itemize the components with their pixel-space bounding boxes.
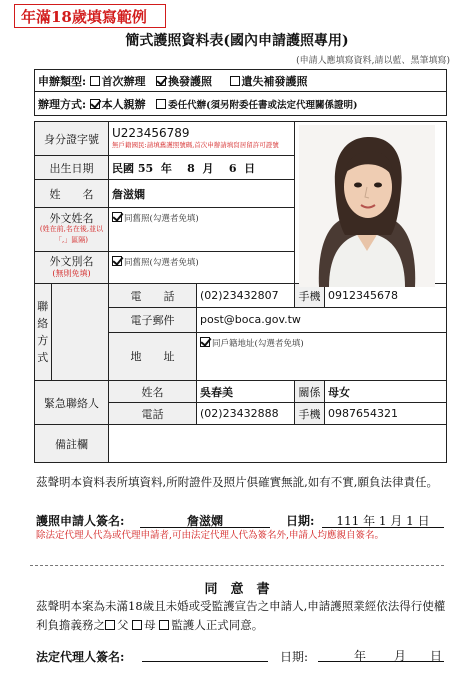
emergency-name-value[interactable]: 吳春美 <box>197 381 295 403</box>
checkbox-icon[interactable] <box>230 76 240 86</box>
mobile-label: 手機 <box>295 284 325 308</box>
example-badge: 年滿18歲填寫範例 <box>14 4 166 28</box>
emergency-phone-label: 電話 <box>109 403 197 425</box>
address-label: 地 址 <box>109 332 197 381</box>
guardian-date-label: 日期: <box>280 650 309 664</box>
applicant-photo <box>299 125 435 287</box>
remarks-label: 備註欄 <box>35 425 109 463</box>
name-label: 姓 名 <box>35 180 109 208</box>
section-divider <box>30 565 444 566</box>
apply-type-row <box>35 70 447 92</box>
checkbox-icon[interactable] <box>90 76 100 86</box>
apply-method-proxy[interactable]: 委任代辦(須另附委任書或法定代理關係證明) <box>156 98 358 111</box>
foreign-name-note: (姓在前,名在後,並以「,」區隔) <box>39 225 104 244</box>
apply-type-lost[interactable]: 遺失補發護照 <box>230 75 308 88</box>
emergency-mobile-label: 手機 <box>295 403 325 425</box>
emergency-phone-value[interactable]: (02)23432888 <box>197 403 295 425</box>
emergency-mobile-value[interactable]: 0987654321 <box>325 403 447 425</box>
contact-group-label: 聯絡方式 <box>35 284 51 380</box>
birth-month-unit: 月 <box>202 161 214 175</box>
emergency-row-1 <box>35 381 447 403</box>
remarks-row <box>35 425 447 463</box>
id-value: U223456789 <box>112 125 190 140</box>
application-form-table <box>34 69 447 463</box>
checkbox-checked-icon[interactable] <box>200 337 210 347</box>
apply-method-self[interactable]: 本人親辦 <box>90 98 146 111</box>
birth-day-unit: 日 <box>244 161 256 175</box>
address-checkbox-field[interactable]: 同戶籍地址(勾選者免填) <box>197 332 447 381</box>
applicant-signature-field[interactable]: 詹滋嫻 <box>140 512 270 528</box>
phone-value[interactable]: (02)23432807 <box>197 284 295 308</box>
apply-type-renew[interactable]: 換發護照 <box>156 75 212 88</box>
checkbox-mother-icon[interactable] <box>132 620 142 630</box>
guardian-signature-label: 法定代理人簽名: <box>36 650 125 664</box>
foreign-name-checkbox-field[interactable]: 同舊照(勾選者免填) <box>109 208 295 252</box>
birth-month[interactable]: 8 <box>187 161 195 175</box>
checkbox-father-icon[interactable] <box>105 620 115 630</box>
birth-day[interactable]: 6 <box>228 161 237 175</box>
mobile-value[interactable]: 0912345678 <box>325 284 447 308</box>
apply-method-row <box>35 92 447 116</box>
alias-note: (無則免填) <box>52 268 91 278</box>
consent-text: 茲聲明本案為未滿18歲且未婚或受監護宣告之申請人,申請護照業經依法得行使權利負擔義務之 父 母 監護人正式同意。 <box>36 599 446 632</box>
fill-instruction: (申請人應填寫資料,請以藍、黑筆填寫) <box>296 56 450 66</box>
foreign-name-label: 外文姓名 <box>49 212 94 225</box>
emergency-name-label: 姓名 <box>109 381 197 403</box>
emergency-label: 緊急聯絡人 <box>35 381 109 425</box>
checkbox-checked-icon[interactable] <box>90 99 100 109</box>
phone-row <box>35 284 447 308</box>
checkbox-checked-icon[interactable] <box>112 256 122 266</box>
declaration-text: 茲聲明本資料表所填資料,所附證件及照片俱確實無訛,如有不實,願負法律責任。 <box>36 475 438 489</box>
checkbox-guardian-icon[interactable] <box>159 620 169 630</box>
phone-label: 電 話 <box>109 284 197 308</box>
birth-label: 出生日期 <box>35 156 109 180</box>
applicant-date-label: 日期: <box>286 514 315 528</box>
alias-checkbox-field[interactable]: 同舊照(勾選者免填) <box>109 252 295 284</box>
remarks-field[interactable] <box>109 425 447 463</box>
alias-label: 外文別名 <box>49 254 94 268</box>
id-label: 身分證字號 <box>35 122 109 156</box>
birth-year-unit: 年 <box>160 161 172 175</box>
photo-cell <box>295 122 447 284</box>
apply-type-label: 申辦類型: <box>38 74 87 88</box>
emergency-relation-label: 關係 <box>295 381 325 403</box>
signature-note: 除法定代理人代為或代理申請者,可由法定代理人代為簽名外,申請人均應親自簽名。 <box>36 530 385 541</box>
name-value[interactable]: 詹滋嫻 <box>109 180 295 208</box>
checkbox-icon[interactable] <box>156 99 166 109</box>
checkbox-checked-icon[interactable] <box>112 212 122 222</box>
email-label: 電子郵件 <box>109 308 197 332</box>
apply-type-first[interactable]: 首次辦理 <box>90 75 146 88</box>
applicant-signature-label: 護照申請人簽名: <box>36 514 125 528</box>
checkbox-checked-icon[interactable] <box>156 76 166 86</box>
birth-era: 民國 <box>112 161 134 175</box>
form-title: 簡式護照資料表(國內申請護照專用) <box>125 33 349 49</box>
id-note: 無戶籍國民:請填舊護照號碼,首次申辦請填寫居留許可證號 <box>112 140 279 149</box>
guardian-date-field[interactable]: 年 月 日 <box>318 646 444 662</box>
consent-title: 同 意 書 <box>204 582 270 597</box>
emergency-relation-value[interactable]: 母女 <box>325 381 447 403</box>
apply-method-label: 辦理方式: <box>38 97 87 111</box>
email-value[interactable]: post@boca.gov.tw <box>197 308 447 332</box>
birth-year[interactable]: 55 <box>137 161 154 175</box>
applicant-date-field[interactable]: 111 年 1 月 1 日 <box>322 512 444 528</box>
id-row <box>35 122 447 156</box>
guardian-signature-field[interactable] <box>142 646 268 662</box>
